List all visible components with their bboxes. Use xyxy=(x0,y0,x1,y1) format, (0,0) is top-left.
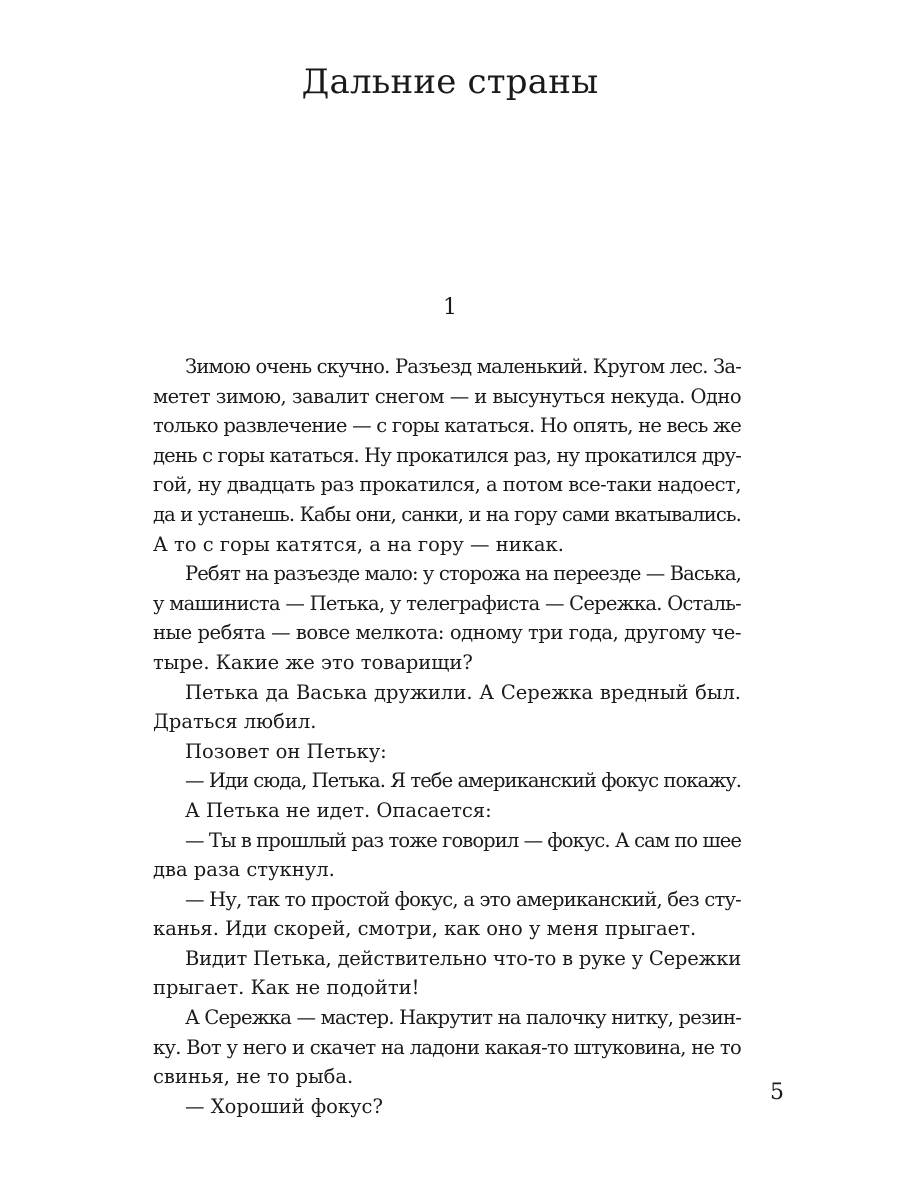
body-text xyxy=(153,352,741,1121)
text-line: ные ребята — вовсе мелкота: одному три года, другому че- xyxy=(153,621,741,645)
text-line: да и устанешь. Кабы они, санки, и на гору сами вкатывались. xyxy=(153,502,742,526)
text-line: А то с горы катятся, а на гору — никак. xyxy=(153,532,564,556)
text-line: только развлечение — с горы кататься. Но опять, не весь же xyxy=(153,414,741,438)
page-number: 5 xyxy=(770,1080,784,1105)
text-line: день с горы кататься. Ну прокатился раз, ну прокатился дру- xyxy=(153,443,741,467)
text-line: два раза стукнул. xyxy=(153,858,335,882)
text-line: прыгает. Как не подойти! xyxy=(153,976,420,1000)
text-line: — Хороший фокус? xyxy=(185,1094,383,1118)
page-title: Дальние страны xyxy=(301,62,599,102)
text-line: гой, ну двадцать раз прокатился, а потом все-таки надоест, xyxy=(153,473,741,497)
text-line: тыре. Какие же это товарищи? xyxy=(153,650,473,674)
text-line: метет зимою, завалит снегом — и высунуться некуда. Одно xyxy=(153,384,742,408)
text-line: ку. Вот у него и скачет на ладони какая-то штуковина, не то xyxy=(153,1035,741,1059)
text-line: — Ты в прошлый раз тоже говорил — фокус. А сам по шее xyxy=(185,828,741,852)
text-line: Петька да Васька дружили. А Сережка вредный был. xyxy=(185,680,741,704)
chapter-number: 1 xyxy=(443,295,457,320)
text-line: Позовет он Петьку: xyxy=(185,739,387,763)
text-line: Видит Петька, действительно что-то в руке у Сережки xyxy=(185,946,741,970)
text-line: — Ну, так то простой фокус, а это американский, без сту- xyxy=(185,887,741,911)
text-line: Драться любил. xyxy=(153,710,317,734)
text-line: канья. Иди скорей, смотри, как оно у меня прыгает. xyxy=(153,917,697,941)
text-line: А Петька не идет. Опасается: xyxy=(185,798,492,822)
text-line: у машиниста — Петька, у телеграфиста — Сережка. Осталь- xyxy=(153,591,742,615)
text-line: Ребят на разъезде мало: у сторожа на переезде — Васька, xyxy=(185,562,741,586)
text-line: свинья, не то рыба. xyxy=(153,1065,354,1089)
text-line: — Иди сюда, Петька. Я тебе американский фокус покажу. xyxy=(185,769,742,793)
text-line: Зимою очень скучно. Разъезд маленький. Кругом лес. За- xyxy=(185,355,742,378)
text-line: А Сережка — мастер. Накрутит на палочку нитку, резин- xyxy=(185,1006,741,1030)
